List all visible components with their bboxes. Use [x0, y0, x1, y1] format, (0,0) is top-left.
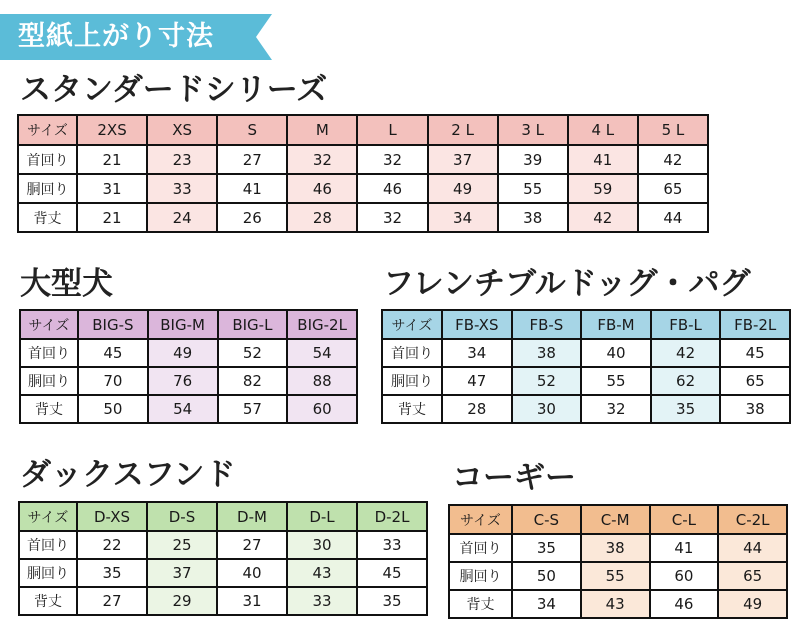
measurement-label: 背丈	[449, 590, 512, 618]
value-cell: 50	[78, 395, 148, 423]
size-header-cell: FB-XS	[442, 310, 512, 339]
value-cell: 76	[148, 367, 218, 395]
value-cell: 44	[718, 534, 787, 562]
measurement-label: 首回り	[20, 339, 78, 367]
size-header-cell: D-2L	[357, 502, 427, 531]
value-cell: 33	[147, 174, 217, 203]
value-cell: 26	[217, 203, 287, 232]
value-cell: 32	[357, 145, 427, 174]
value-cell: 27	[217, 145, 287, 174]
value-cell: 28	[287, 203, 357, 232]
value-cell: 34	[512, 590, 581, 618]
size-header-cell: FB-S	[512, 310, 582, 339]
measurement-label: 背丈	[18, 203, 77, 232]
size-header-cell: 5 L	[638, 115, 708, 145]
heading-standard: スタンダードシリーズ	[20, 72, 328, 108]
table-dachshund	[18, 501, 428, 616]
value-cell: 41	[650, 534, 719, 562]
value-cell: 54	[287, 339, 357, 367]
measurement-row	[18, 203, 708, 232]
value-cell: 52	[218, 339, 288, 367]
value-cell: 35	[651, 395, 721, 423]
size-header-cell: BIG-L	[218, 310, 288, 339]
size-header-cell: S	[217, 115, 287, 145]
value-cell: 25	[147, 531, 217, 559]
size-header-cell: C-M	[581, 505, 650, 534]
heading-frenchie: フレンチブルドッグ・パグ	[383, 266, 751, 302]
value-cell: 54	[148, 395, 218, 423]
table-big	[19, 309, 358, 424]
value-cell: 34	[442, 339, 512, 367]
value-cell: 45	[720, 339, 790, 367]
size-header-cell: 3 L	[498, 115, 568, 145]
measurement-row	[19, 559, 427, 587]
value-cell: 32	[581, 395, 651, 423]
header-row	[18, 115, 708, 145]
value-cell: 60	[650, 562, 719, 590]
value-cell: 46	[287, 174, 357, 203]
heading-dachshund: ダックスフンド	[20, 457, 236, 493]
size-header-cell: C-S	[512, 505, 581, 534]
value-cell: 21	[77, 203, 147, 232]
header-row	[19, 502, 427, 531]
value-cell: 28	[442, 395, 512, 423]
measurement-row	[19, 531, 427, 559]
value-cell: 52	[512, 367, 582, 395]
measurement-row	[18, 145, 708, 174]
value-cell: 70	[78, 367, 148, 395]
size-header-cell: C-2L	[718, 505, 787, 534]
header-row	[449, 505, 787, 534]
measurement-row	[382, 367, 790, 395]
measurement-label: 胴回り	[449, 562, 512, 590]
value-cell: 32	[357, 203, 427, 232]
value-cell: 35	[77, 559, 147, 587]
size-header-cell: XS	[147, 115, 217, 145]
value-cell: 49	[718, 590, 787, 618]
size-header-cell: D-XS	[77, 502, 147, 531]
value-cell: 55	[581, 367, 651, 395]
size-header-cell: BIG-S	[78, 310, 148, 339]
value-cell: 46	[357, 174, 427, 203]
size-header-cell: 4 L	[568, 115, 638, 145]
value-cell: 33	[357, 531, 427, 559]
size-header-cell: M	[287, 115, 357, 145]
header-row	[20, 310, 357, 339]
measurement-label: 胴回り	[19, 559, 77, 587]
value-cell: 37	[428, 145, 498, 174]
value-cell: 47	[442, 367, 512, 395]
value-cell: 49	[428, 174, 498, 203]
value-cell: 59	[568, 174, 638, 203]
measurement-row	[382, 395, 790, 423]
value-cell: 49	[148, 339, 218, 367]
measurement-row	[20, 395, 357, 423]
measurement-label: 首回り	[19, 531, 77, 559]
measurement-label: 背丈	[382, 395, 442, 423]
value-cell: 31	[77, 174, 147, 203]
size-header-cell: FB-M	[581, 310, 651, 339]
value-cell: 34	[428, 203, 498, 232]
measurement-label: 背丈	[19, 587, 77, 615]
measurement-row	[19, 587, 427, 615]
value-cell: 27	[77, 587, 147, 615]
measurement-row	[449, 562, 787, 590]
table-standard	[17, 114, 709, 233]
value-cell: 65	[638, 174, 708, 203]
title-banner	[0, 14, 272, 60]
value-cell: 33	[287, 587, 357, 615]
size-header-cell: C-L	[650, 505, 719, 534]
size-header-cell: D-M	[217, 502, 287, 531]
size-header-cell: D-S	[147, 502, 217, 531]
value-cell: 30	[512, 395, 582, 423]
value-cell: 55	[581, 562, 650, 590]
value-cell: 43	[581, 590, 650, 618]
value-cell: 37	[147, 559, 217, 587]
value-cell: 82	[218, 367, 288, 395]
value-cell: 57	[218, 395, 288, 423]
value-cell: 38	[498, 203, 568, 232]
value-cell: 43	[287, 559, 357, 587]
value-cell: 44	[638, 203, 708, 232]
measurement-row	[449, 534, 787, 562]
size-label-cell: サイズ	[382, 310, 442, 339]
size-label-cell: サイズ	[449, 505, 512, 534]
measurement-label: 胴回り	[18, 174, 77, 203]
value-cell: 38	[512, 339, 582, 367]
value-cell: 42	[568, 203, 638, 232]
value-cell: 30	[287, 531, 357, 559]
value-cell: 38	[581, 534, 650, 562]
value-cell: 40	[581, 339, 651, 367]
value-cell: 42	[651, 339, 721, 367]
measurement-row	[382, 339, 790, 367]
value-cell: 65	[720, 367, 790, 395]
value-cell: 21	[77, 145, 147, 174]
value-cell: 40	[217, 559, 287, 587]
value-cell: 23	[147, 145, 217, 174]
value-cell: 27	[217, 531, 287, 559]
value-cell: 41	[217, 174, 287, 203]
value-cell: 65	[718, 562, 787, 590]
heading-corgi: コーギー	[452, 460, 576, 496]
size-label-cell: サイズ	[20, 310, 78, 339]
heading-big: 大型犬	[20, 266, 113, 302]
value-cell: 32	[287, 145, 357, 174]
size-header-cell: D-L	[287, 502, 357, 531]
measurement-label: 背丈	[20, 395, 78, 423]
value-cell: 35	[357, 587, 427, 615]
size-label-cell: サイズ	[18, 115, 77, 145]
size-header-cell: FB-L	[651, 310, 721, 339]
value-cell: 88	[287, 367, 357, 395]
value-cell: 31	[217, 587, 287, 615]
value-cell: 60	[287, 395, 357, 423]
value-cell: 50	[512, 562, 581, 590]
value-cell: 41	[568, 145, 638, 174]
value-cell: 46	[650, 590, 719, 618]
value-cell: 29	[147, 587, 217, 615]
size-header-cell: 2 L	[428, 115, 498, 145]
measurement-label: 胴回り	[382, 367, 442, 395]
size-header-cell: L	[357, 115, 427, 145]
size-header-cell: 2XS	[77, 115, 147, 145]
value-cell: 42	[638, 145, 708, 174]
size-label-cell: サイズ	[19, 502, 77, 531]
size-header-cell: BIG-2L	[287, 310, 357, 339]
measurement-label: 胴回り	[20, 367, 78, 395]
table-corgi	[448, 504, 788, 619]
value-cell: 38	[720, 395, 790, 423]
size-header-cell: FB-2L	[720, 310, 790, 339]
value-cell: 35	[512, 534, 581, 562]
measurement-row	[20, 339, 357, 367]
value-cell: 55	[498, 174, 568, 203]
value-cell: 24	[147, 203, 217, 232]
measurement-label: 首回り	[382, 339, 442, 367]
page-title: 型紙上がり寸法	[18, 21, 214, 52]
table-frenchie	[381, 309, 791, 424]
measurement-row	[449, 590, 787, 618]
size-header-cell: BIG-M	[148, 310, 218, 339]
measurement-label: 首回り	[18, 145, 77, 174]
measurement-row	[18, 174, 708, 203]
value-cell: 22	[77, 531, 147, 559]
value-cell: 39	[498, 145, 568, 174]
header-row	[382, 310, 790, 339]
value-cell: 45	[78, 339, 148, 367]
measurement-label: 首回り	[449, 534, 512, 562]
value-cell: 45	[357, 559, 427, 587]
value-cell: 62	[651, 367, 721, 395]
measurement-row	[20, 367, 357, 395]
